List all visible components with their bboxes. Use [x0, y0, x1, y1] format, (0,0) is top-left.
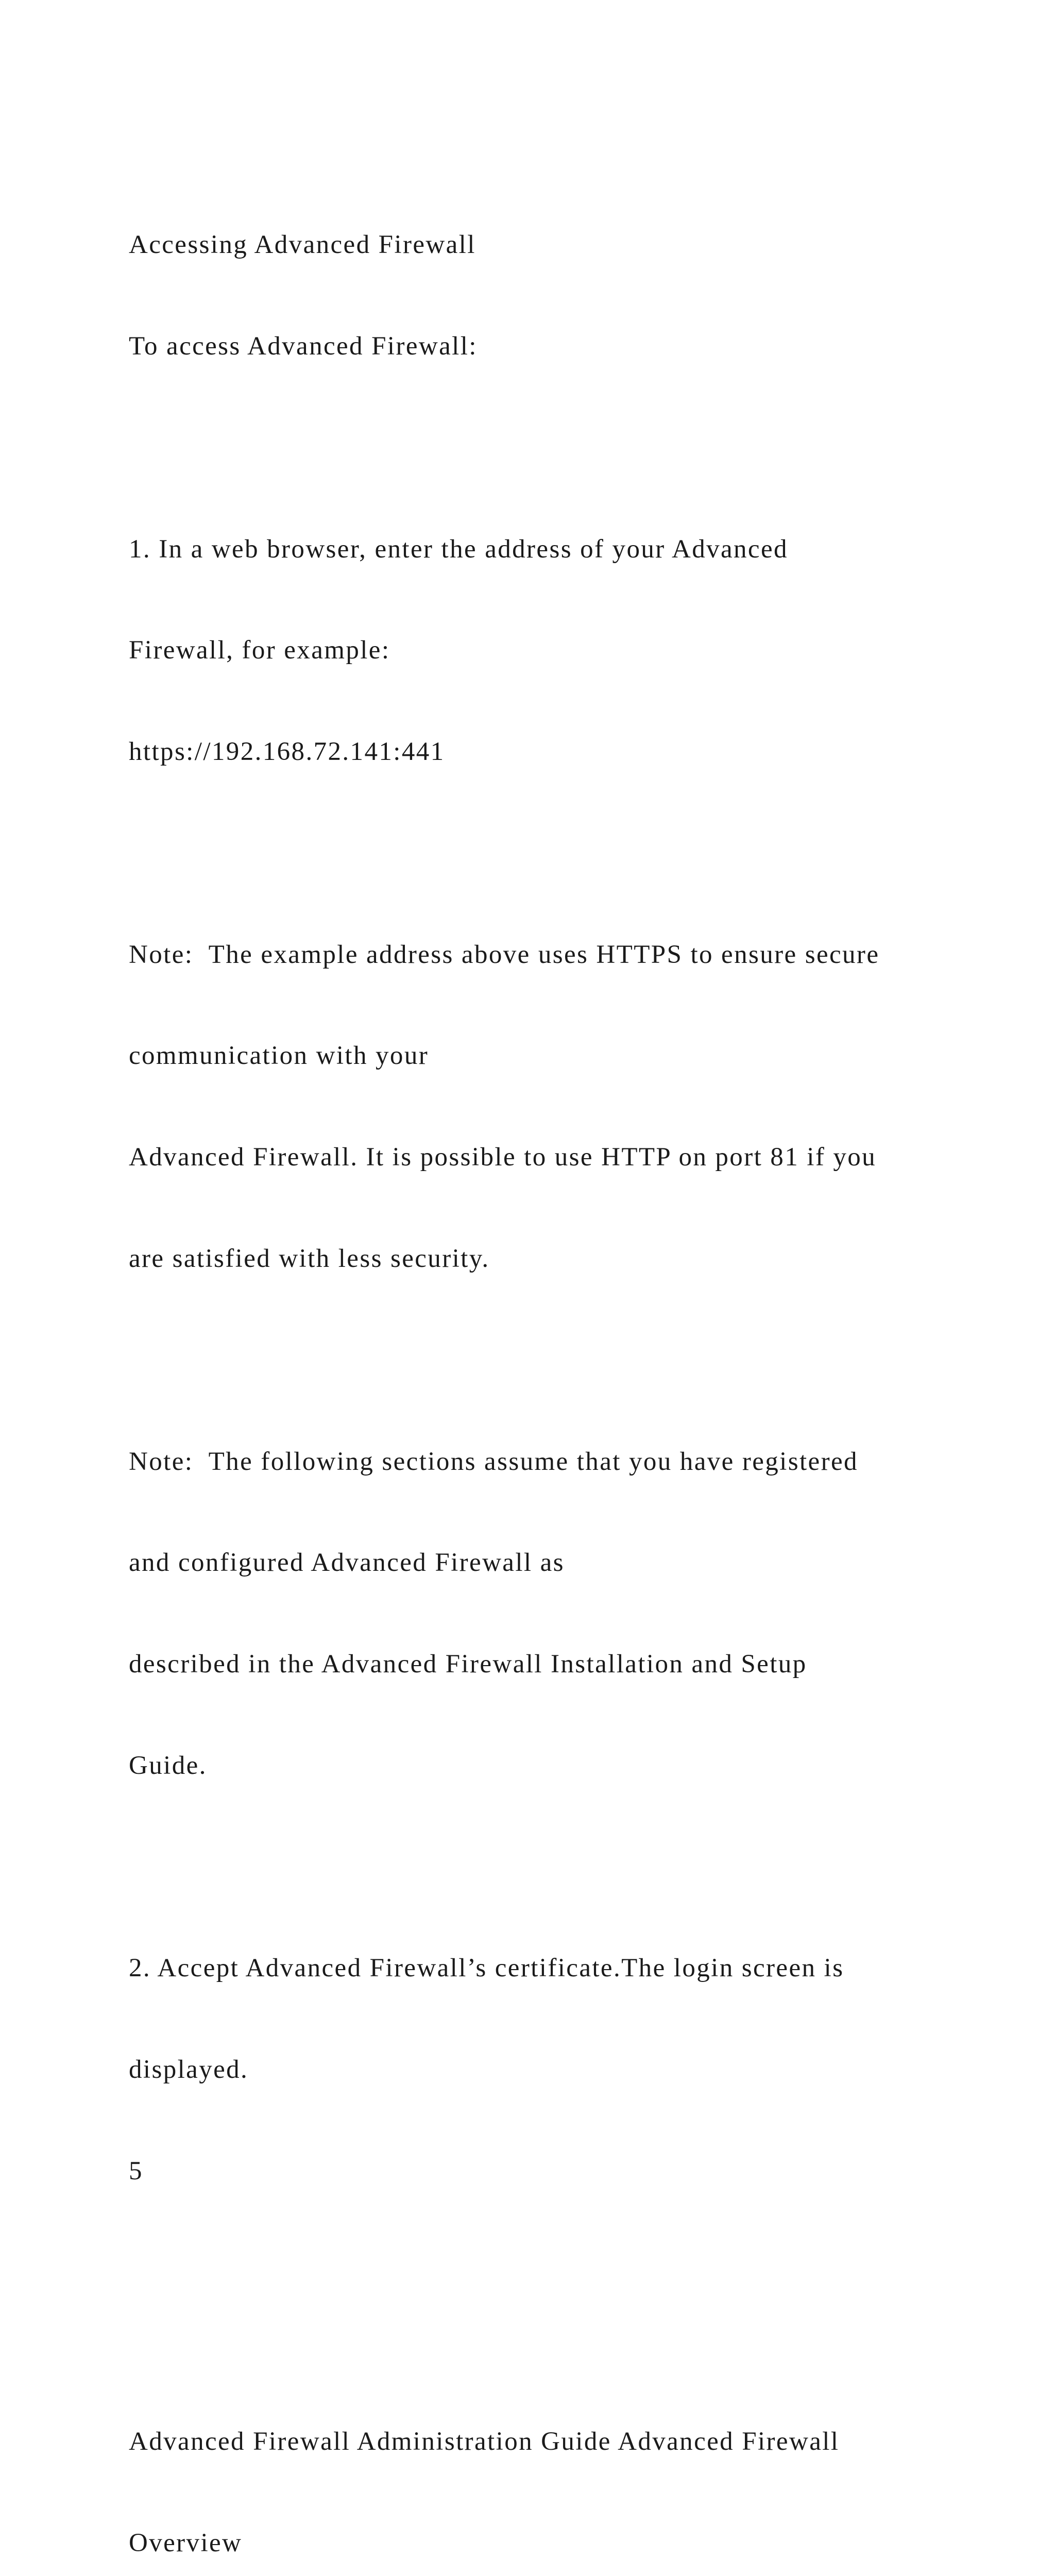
- text-line: described in the Advanced Firewall Installation and Setup: [129, 1650, 807, 1679]
- page-break-gap: [129, 2256, 974, 2358]
- text-line: To access Advanced Firewall:: [129, 331, 478, 361]
- text-line: Advanced Firewall. It is possible to use HTTP on port 81 if you: [129, 1143, 877, 1172]
- blank-line: [129, 1344, 974, 1378]
- note-line: Note: The following sections assume that you have registered: [129, 1447, 858, 1476]
- text-line: 2. Accept Advanced Firewall’s certificate.The login screen is: [129, 1954, 844, 1983]
- text-line: and configured Advanced Firewall as: [129, 1548, 565, 1578]
- blank-line: [129, 837, 974, 871]
- note-line: Note: The example address above uses HTTPS to ensure secure: [129, 940, 880, 969]
- example-address: https://192.168.72.141:441: [129, 737, 445, 767]
- text-line: Guide.: [129, 1751, 207, 1780]
- section-heading: Accessing Advanced Firewall: [129, 230, 476, 260]
- document-body: [129, 161, 974, 2576]
- text-line: displayed.: [129, 2055, 249, 2084]
- text-line: are satisfied with less security.: [129, 1244, 490, 1273]
- blank-line: [129, 1851, 974, 1885]
- text-line: Overview: [129, 2528, 243, 2557]
- text-line: 1. In a web browser, enter the address of your Advanced: [129, 534, 788, 564]
- blank-line: [129, 431, 974, 465]
- running-header: Advanced Firewall Administration Guide Advanced Firewall: [129, 2427, 840, 2456]
- page-number: 5: [129, 2157, 143, 2186]
- text-line: Firewall, for example:: [129, 636, 390, 665]
- text-line: communication with your: [129, 1041, 429, 1071]
